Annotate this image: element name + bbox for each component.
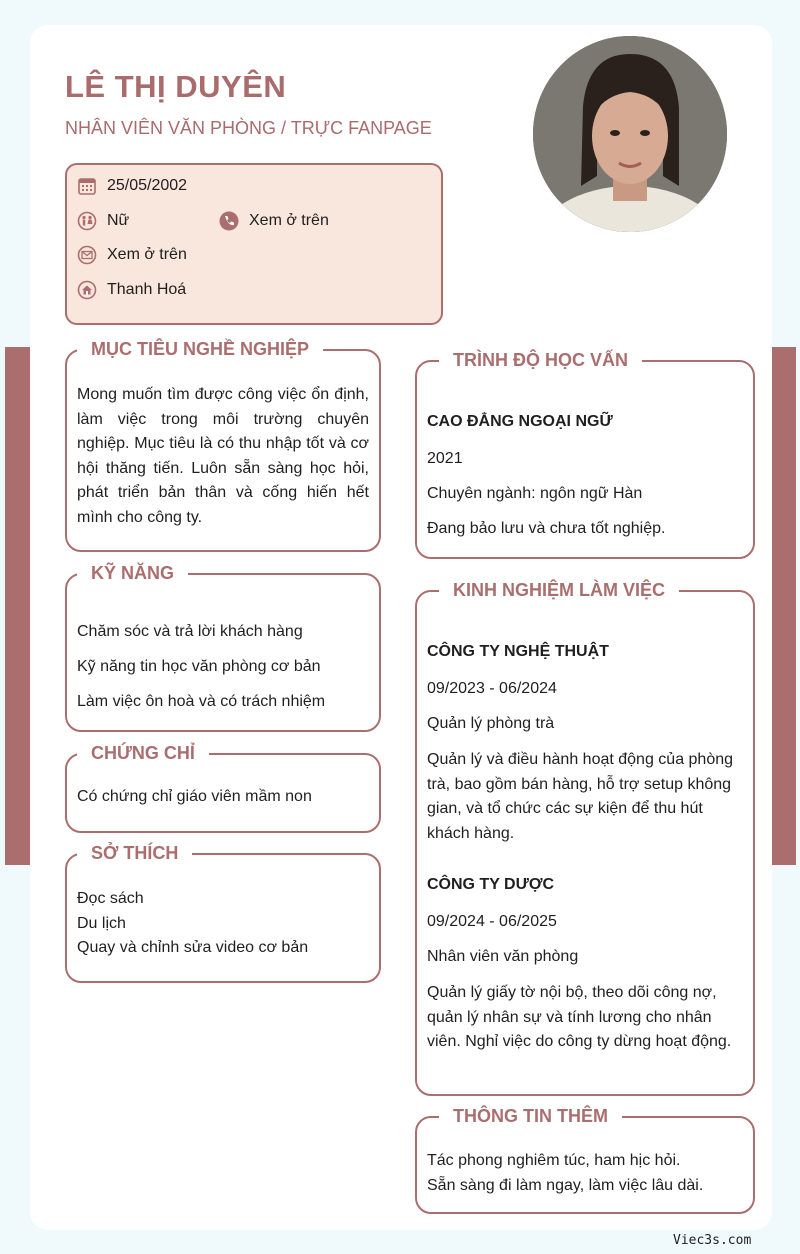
- education-year: 2021: [427, 450, 463, 467]
- info-email: [77, 245, 187, 265]
- experience-section: [415, 580, 755, 1096]
- additional-line: Tác phong nghiêm túc, ham hịc hỏi.: [427, 1152, 681, 1169]
- skill-item: Kỹ năng tin học văn phòng cơ bản: [77, 658, 321, 675]
- education-title: TRÌNH ĐỘ HỌC VẤN: [439, 348, 642, 372]
- home-icon: [77, 280, 97, 300]
- job-position: Quản lý phòng trà: [427, 715, 555, 732]
- hobbies-list: [77, 887, 369, 961]
- skill-item: Chăm sóc và trả lời khách hàng: [77, 623, 303, 640]
- watermark: Viec3s.com: [673, 1233, 752, 1248]
- objective-section: [65, 339, 381, 552]
- job-company: CÔNG TY DƯỢC: [427, 876, 555, 893]
- hobby-item: Du lịch: [77, 914, 126, 932]
- email-value: Xem ở trên: [107, 246, 187, 263]
- job-description: Quản lý và điều hành hoạt động của phòng trà, bao gồm bán hàng, hỗ trợ setup không gian, và tổ chức các sự kiện để thu hút khách hàng.: [427, 751, 734, 842]
- gender-icon: [77, 211, 97, 231]
- hobby-item: Quay và chỉnh sửa video cơ bản: [77, 939, 309, 956]
- skills-section: [65, 563, 381, 732]
- certificate-item: Có chứng chỉ giáo viên mầm non: [77, 788, 312, 805]
- additional-info-body: [427, 1149, 743, 1198]
- hobbies-title: SỞ THÍCH: [77, 841, 192, 865]
- info-birthday: [77, 176, 187, 196]
- additional-info-title: THÔNG TIN THÊM: [439, 1104, 622, 1128]
- info-address: [77, 280, 186, 300]
- hobby-item: Đọc sách: [77, 890, 144, 907]
- experience-title: KINH NGHIỆM LÀM VIỆC: [439, 578, 679, 602]
- calendar-icon: [77, 176, 97, 196]
- email-icon: [77, 245, 97, 265]
- job-period: 09/2024 - 06/2025: [427, 913, 557, 930]
- info-gender: [77, 211, 129, 231]
- hobbies-section: [65, 843, 381, 983]
- education-section: [415, 350, 755, 559]
- certificates-title: CHỨNG CHỈ: [77, 741, 209, 765]
- gender-value: Nữ: [107, 212, 130, 229]
- phone-value: Xem ở trên: [249, 212, 329, 229]
- address-value: Thanh Hoá: [107, 281, 187, 298]
- job-position: Nhân viên văn phòng: [427, 948, 579, 965]
- objective-text: Mong muốn tìm được công việc ổn định, làm việc trong môi trường chuyên nghiệp. Mục tiêu là có thu nhập tốt và cơ hội thăng tiến. Luôn sẵn sàng học hỏi, phát triển bản thân và cống hiến hết mình cho công ty.: [77, 386, 369, 526]
- skill-item: Làm việc ôn hoà và có trách nhiệm: [77, 693, 326, 710]
- education-major: Chuyên ngành: ngôn ngữ Hàn: [427, 485, 643, 502]
- phone-icon: [219, 211, 239, 231]
- job-company: CÔNG TY NGHỆ THUẬT: [427, 643, 609, 660]
- objective-title: MỤC TIÊU NGHỀ NGHIỆP: [77, 337, 323, 361]
- education-status: Đang bảo lưu và chưa tốt nghiệp.: [427, 520, 666, 537]
- candidate-name: LÊ THỊ DUYÊN: [65, 69, 287, 104]
- job-description: Quản lý giấy tờ nội bộ, theo dõi công nợ, quản lý nhân sự và tính lương cho nhân viên. Nghỉ việc do công ty dừng hoạt động.: [427, 984, 732, 1050]
- job-period: 09/2023 - 06/2024: [427, 680, 557, 697]
- info-phone: [219, 211, 329, 231]
- birthday-value: 25/05/2002: [107, 177, 188, 194]
- additional-info-section: [415, 1106, 755, 1214]
- education-school: CAO ĐẲNG NGOẠI NGỮ: [427, 413, 613, 430]
- personal-info-box: [65, 163, 443, 325]
- avatar: [533, 36, 727, 232]
- right-accent-band: [772, 347, 796, 865]
- additional-line: Sẵn sàng đi làm ngay, làm việc lâu dài.: [427, 1176, 704, 1194]
- certificates-section: [65, 743, 381, 833]
- cv-page: [30, 25, 772, 1230]
- skills-title: KỸ NĂNG: [77, 561, 188, 585]
- job-title: NHÂN VIÊN VĂN PHÒNG / TRỰC FANPAGE: [65, 118, 432, 138]
